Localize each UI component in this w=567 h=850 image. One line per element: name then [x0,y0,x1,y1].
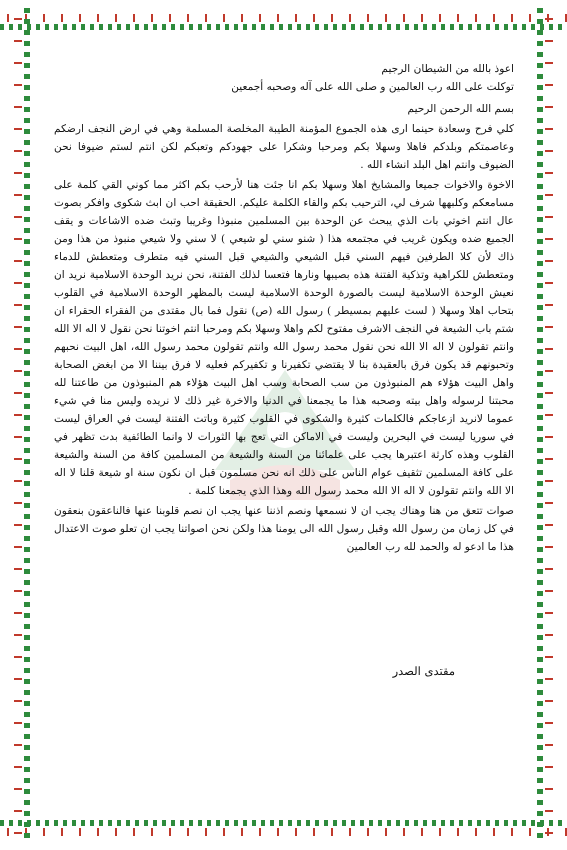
opening-line-2: توكلت على الله رب العالمين و صلى الله على آله وصحبه أجمعين [231,81,514,93]
paragraph-3: صوات تتعق من هنا وهناك يجب ان لا نسمعها ونصم اذننا عنها يجب ان نصم قلوبنا عنها فالناعقون بنعقون في كل زمان من رسول الله وقبل رسول الله الى يومنا هذا ولكن نحن اصواتنا يجب ان تعلو صوت الاعتدال هذا ما ادعو له والحمد لله رب العالمين [54,505,514,553]
left-border-ornament [8,8,34,842]
opening-line-1: اعوذ بالله من الشيطان الرجيم [381,63,514,75]
right-border-ornament [533,8,559,842]
letter-body [54,60,514,556]
signature: مقتدى الصدر [392,664,455,678]
top-border-ornament [0,8,567,34]
paragraph-2: الاخوة والاخوات جميعا والمشايخ اهلا وسهلا بكم انا جئت هنا لأرحب بكم اكثر مما كوني القي كلمة على مسامعكم وكلبهها شرف لي، الترحيب بكم والقاء الكلمة عليكم. الحقيقة احب ان ابث شكوى وافكر بصوت عال انتم اخوتي بات الذي يبحث عن الوحدة بين المسلمين منبوذا وغريبا وتبث ضده الاشاعات و يقف الجميع ضده ويكون غريب في مجتمعه هذا ( شنو سني لو شيعي ) لا سني ولا شيعي منبوذ من هذا ومن ذاك لأن كلا الطرفين فيهم السني قبل الشيعي والشيعي قبل السني فيه متطرف ومتعطش للدماء ومتعطش للكراهية وتذكية الفتنة هذه بصيبها ونارها فتعسا لذلك الفتنة، نحن نريد الوحدة الاسلامية نريد ان نعيش الوحدة الاسلامية ليست بالصورة الوحدة الاسلامية ليست بالمظهر الوحدة الاسلامية في القلوب بتحاب اهلا وسهلا ( لست عليهم بمسيطر ) رسول الله (ص) نقول فما بال مقتدى من الفقراء الحقراء ان شتم باب الشيعة في النجف الاشرف مفتوح لكم واهلا وسهلا بكم ومرحبا انتم اخوتنا نحن نقول لا اله الا الله وانتم تقولون لا اله الا الله نحن نقول محمد رسول الله وانتم تقولون محمد رسول الله، اهل البيت نحبهم وتحبونهم قد يكون فرق بالعقيدة بنا لا يقتضي تكفيرنا و تكفيركم فعليه لا فرق بيننا الا من ابغض الصحابة واهل البيت هؤلاء هم المنبوذون من سب الصحابة وسب اهل البيت هؤلاء هم المنبوذون من طاعتنا لله محبتنا لرسوله واهل بيته وصحبه هذا ما يجمعنا في الدنيا والاخرة غير ذلك لا نريده وليس منا في شيء عموما لانريد ازعاجكم فالكلمات كثيرة والشكوى في القلوب كثيرة وباتت الفتنة ليست في العراق ليست في سوريا ليست في البحرين وليست في الاماكن التي تعج بها الثورات لا وانما الطائفية بدت تظهر في القلوب وهذه كارثة اعتبرها يجب على علمائنا من السنة والشيعة من المسلمين كافة من السنة والشيعة على كافة المسلمين تثقيف عوام الناس على ذلك انه نحن مسلمون قبل ان نكون سنة او شيعة قلنا لا اله الا الله وانتم تقولون لا اله الا الله محمد رسول الله وهذا الذي يجمعنا كلمة . [54,179,514,497]
bottom-border-ornament [0,816,567,842]
paragraph-1: كلي فرح وسعادة حينما ارى هذه الجموع المؤمنة الطيبة المخلصة المسلمة وهي في ارض النجف ارضكم وعاصمتكم وبلدكم فاهلا وسهلا بكم ومرحبا وشكرا على جهودكم وتعبكم لكن انتم لستم ضيوفا نحن الضيوف وانتم اهل البلد انشاء الله . [54,123,514,171]
basmala: بسم الله الرحمن الرحيم [407,103,514,115]
